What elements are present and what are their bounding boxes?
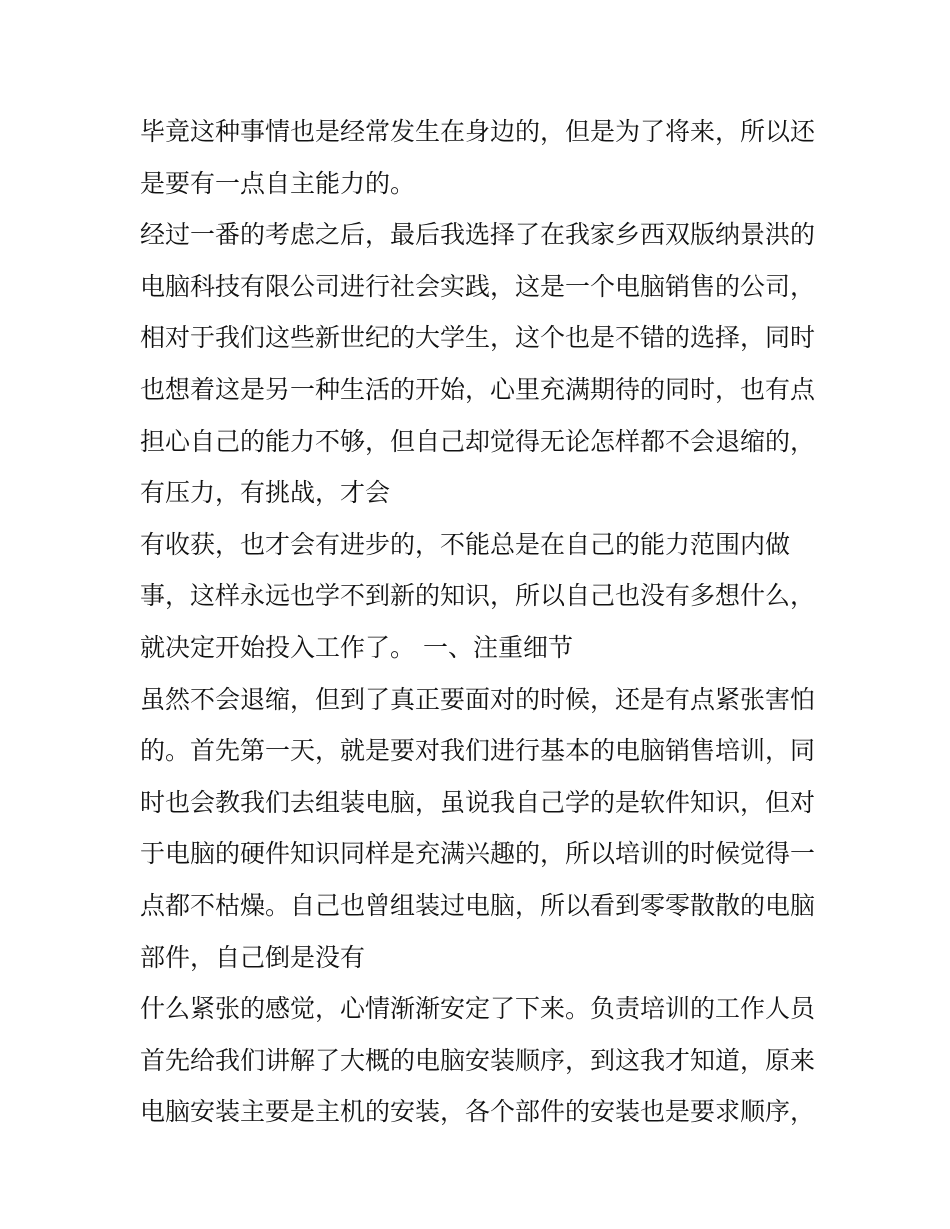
text-line: 电脑安装主要是主机的安装，各个部件的安装也是要求顺序， [140,1097,816,1127]
text-line: 虽然不会退缩，但到了真正要面对的时候，还是有点紧张害怕 [140,684,816,714]
text-line: 有压力，有挑战，才会 [140,478,391,508]
text-line: 有收获，也才会有进步的，不能总是在自己的能力范围内做 [140,529,791,559]
text-line: 是要有一点自主能力的。 [140,168,416,198]
text-line: 毕竟这种事情也是经常发生在身边的，但是为了将来，所以还 [140,117,816,146]
text-line: 事，这样永远也学不到新的知识，所以自己也没有多想什么， [140,581,816,611]
text-line: 经过一番的考虑之后，最后我选择了在我家乡西双版纳景洪的 [140,220,816,250]
text-line: 担心自己的能力不够，但自己却觉得无论怎样都不会退缩的， [140,426,816,456]
text-line: 就决定开始投入工作了。 一、注重细节 [140,632,573,662]
text-line: 时也会教我们去组装电脑，虽说我自己学的是软件知识，但对 [140,787,816,817]
body-text [140,106,820,1138]
text-line: 于电脑的硬件知识同样是充满兴趣的，所以培训的时候觉得一 [140,839,816,869]
text-line: 也想着这是另一种生活的开始，心里充满期待的同时，也有点 [140,374,816,404]
text-line: 点都不枯燥。自己也曾组装过电脑，所以看到零零散散的电脑 [140,890,816,920]
text-line: 首先给我们讲解了大概的电脑安装顺序，到这我才知道，原来 [140,1045,816,1075]
text-line: 电脑科技有限公司进行社会实践，这是一个电脑销售的公司， [140,271,816,301]
text-line: 部件，自己倒是没有 [140,942,366,972]
text-line: 什么紧张的感觉，心情渐渐安定了下来。负责培训的工作人员 [140,994,816,1024]
text-line: 相对于我们这些新世纪的大学生，这个也是不错的选择，同时 [140,323,816,353]
text-line: 的。首先第一天，就是要对我们进行基本的电脑销售培训，同 [140,736,816,766]
